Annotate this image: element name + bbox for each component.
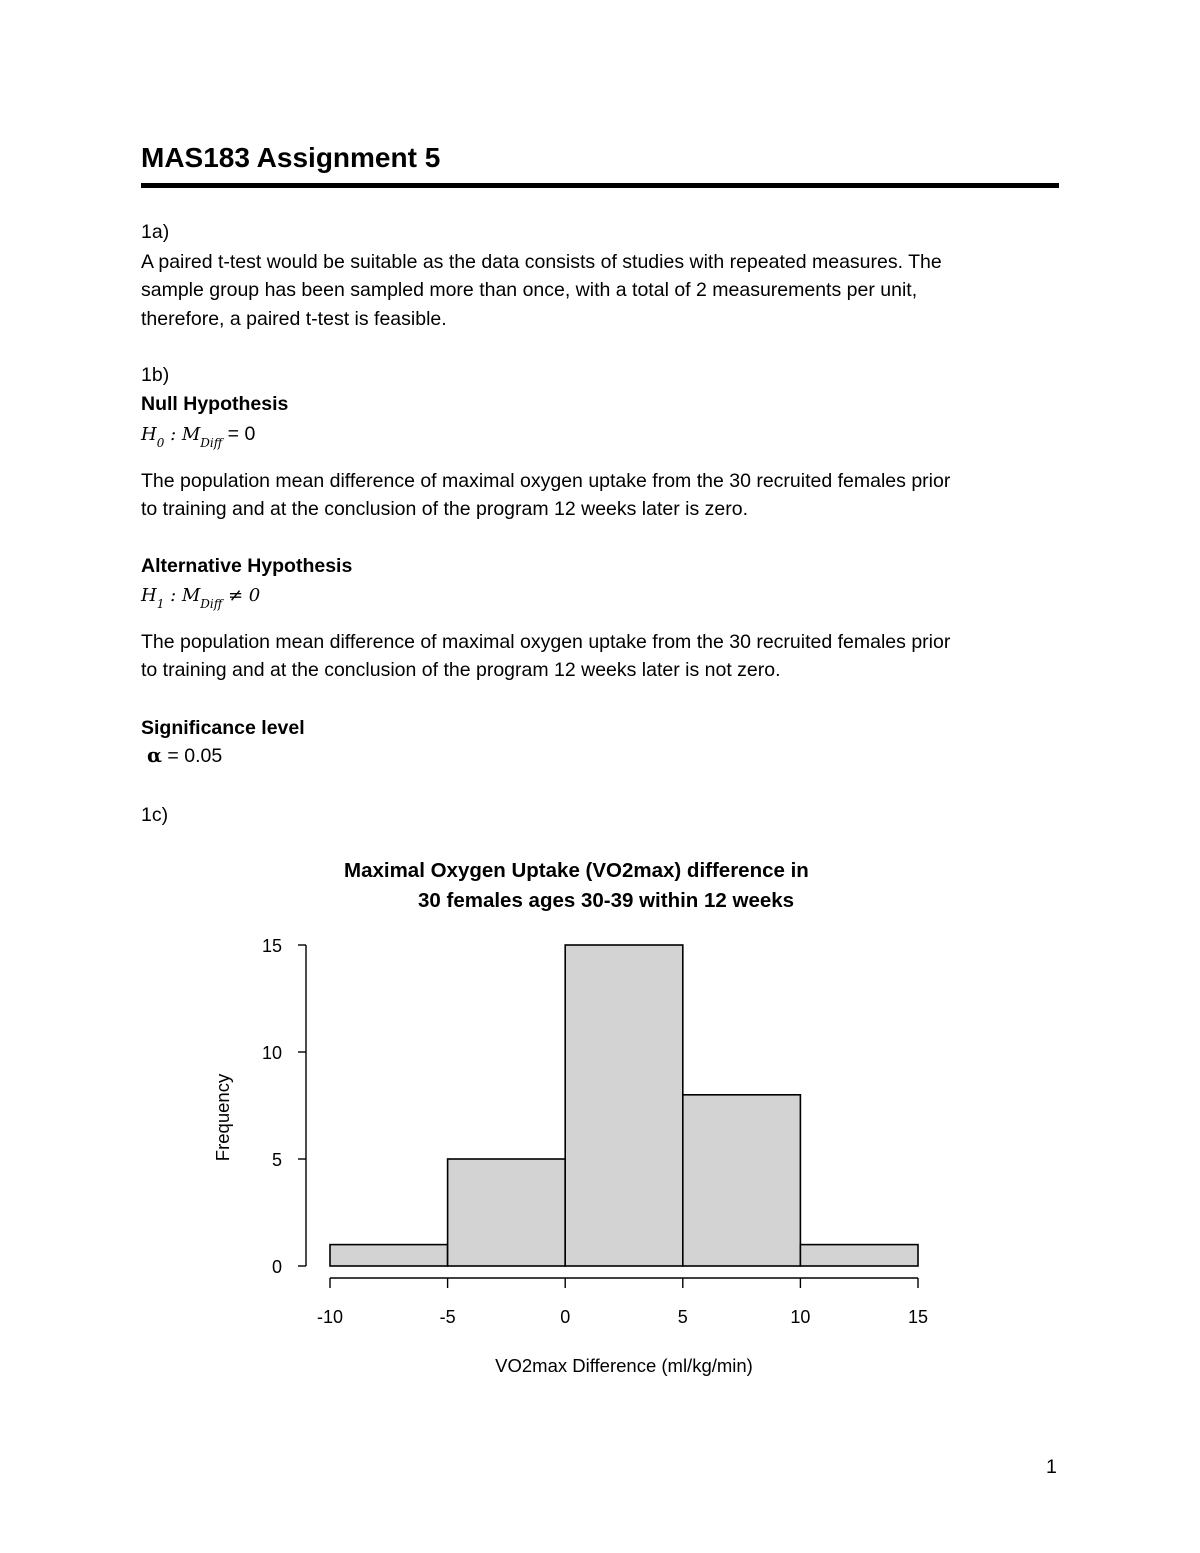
null-hypothesis-heading: Null Hypothesis — [141, 393, 289, 415]
null-line-2: to training and at the conclusion of the program 12 weeks later is zero. — [141, 498, 749, 520]
y-axis-label: Frequency — [212, 1073, 233, 1162]
q1a-line-1: A paired t-test would be suitable as the data consists of studies with repeated measures. The — [141, 251, 942, 273]
histogram-bar — [800, 1245, 918, 1266]
x-tick-label: 5 — [677, 1307, 688, 1327]
alt-line-2: to training and at the conclusion of the program 12 weeks later is not zero. — [141, 659, 781, 681]
page-title: MAS183 Assignment 5 — [141, 142, 441, 173]
chart-title-line: Maximal Oxygen Uptake (VO2max) difference in — [344, 859, 809, 882]
q1b-label: 1b) — [141, 364, 170, 386]
page-number: 1 — [1046, 1456, 1057, 1478]
y-tick-label: 15 — [261, 936, 282, 956]
alternative-hypothesis-heading: Alternative Hypothesis — [141, 555, 353, 577]
null-line-1: The population mean difference of maximal oxygen uptake from the 30 recruited females prior — [141, 470, 951, 492]
alt-line-1: The population mean difference of maximal oxygen uptake from the 30 recruited females prior — [141, 631, 951, 653]
y-tick-label: 0 — [271, 1257, 282, 1277]
histogram-bar — [330, 1245, 448, 1266]
histogram-svg — [200, 845, 960, 1385]
significance-heading: Significance level — [141, 717, 305, 739]
histogram-chart — [200, 845, 960, 1385]
x-tick-label: -5 — [439, 1307, 456, 1327]
histogram-bar — [448, 1159, 566, 1266]
chart-title-line: 30 females ages 30-39 within 12 weeks — [418, 889, 795, 912]
q1a-label: 1a) — [141, 221, 170, 243]
alternative-hypothesis-formula: $H_1$ : $M_{Diff} \ne 0$ — [141, 585, 261, 611]
title-rule — [141, 183, 1059, 188]
significance-value: α = 0.05 — [147, 744, 223, 767]
y-tick-label: 5 — [271, 1150, 282, 1170]
x-tick-label: 15 — [907, 1307, 929, 1327]
q1a-line-3: therefore, a paired t-test is feasible. — [141, 308, 447, 330]
q1a-line-2: sample group has been sampled more than once, with a total of 2 measurements per unit, — [141, 279, 918, 301]
y-tick-label: 10 — [261, 1043, 282, 1063]
histogram-bar — [565, 945, 683, 1266]
x-tick-label: 0 — [560, 1307, 571, 1327]
x-tick-label: -10 — [316, 1307, 344, 1327]
x-tick-label: 10 — [790, 1307, 811, 1327]
q1c-label: 1c) — [141, 804, 169, 826]
null-hypothesis-formula: $H_0$ : $M_{Diff} = 0$ — [141, 423, 256, 450]
x-axis-label: VO2max Difference (ml/kg/min) — [495, 1355, 753, 1376]
histogram-bar — [683, 1095, 801, 1266]
